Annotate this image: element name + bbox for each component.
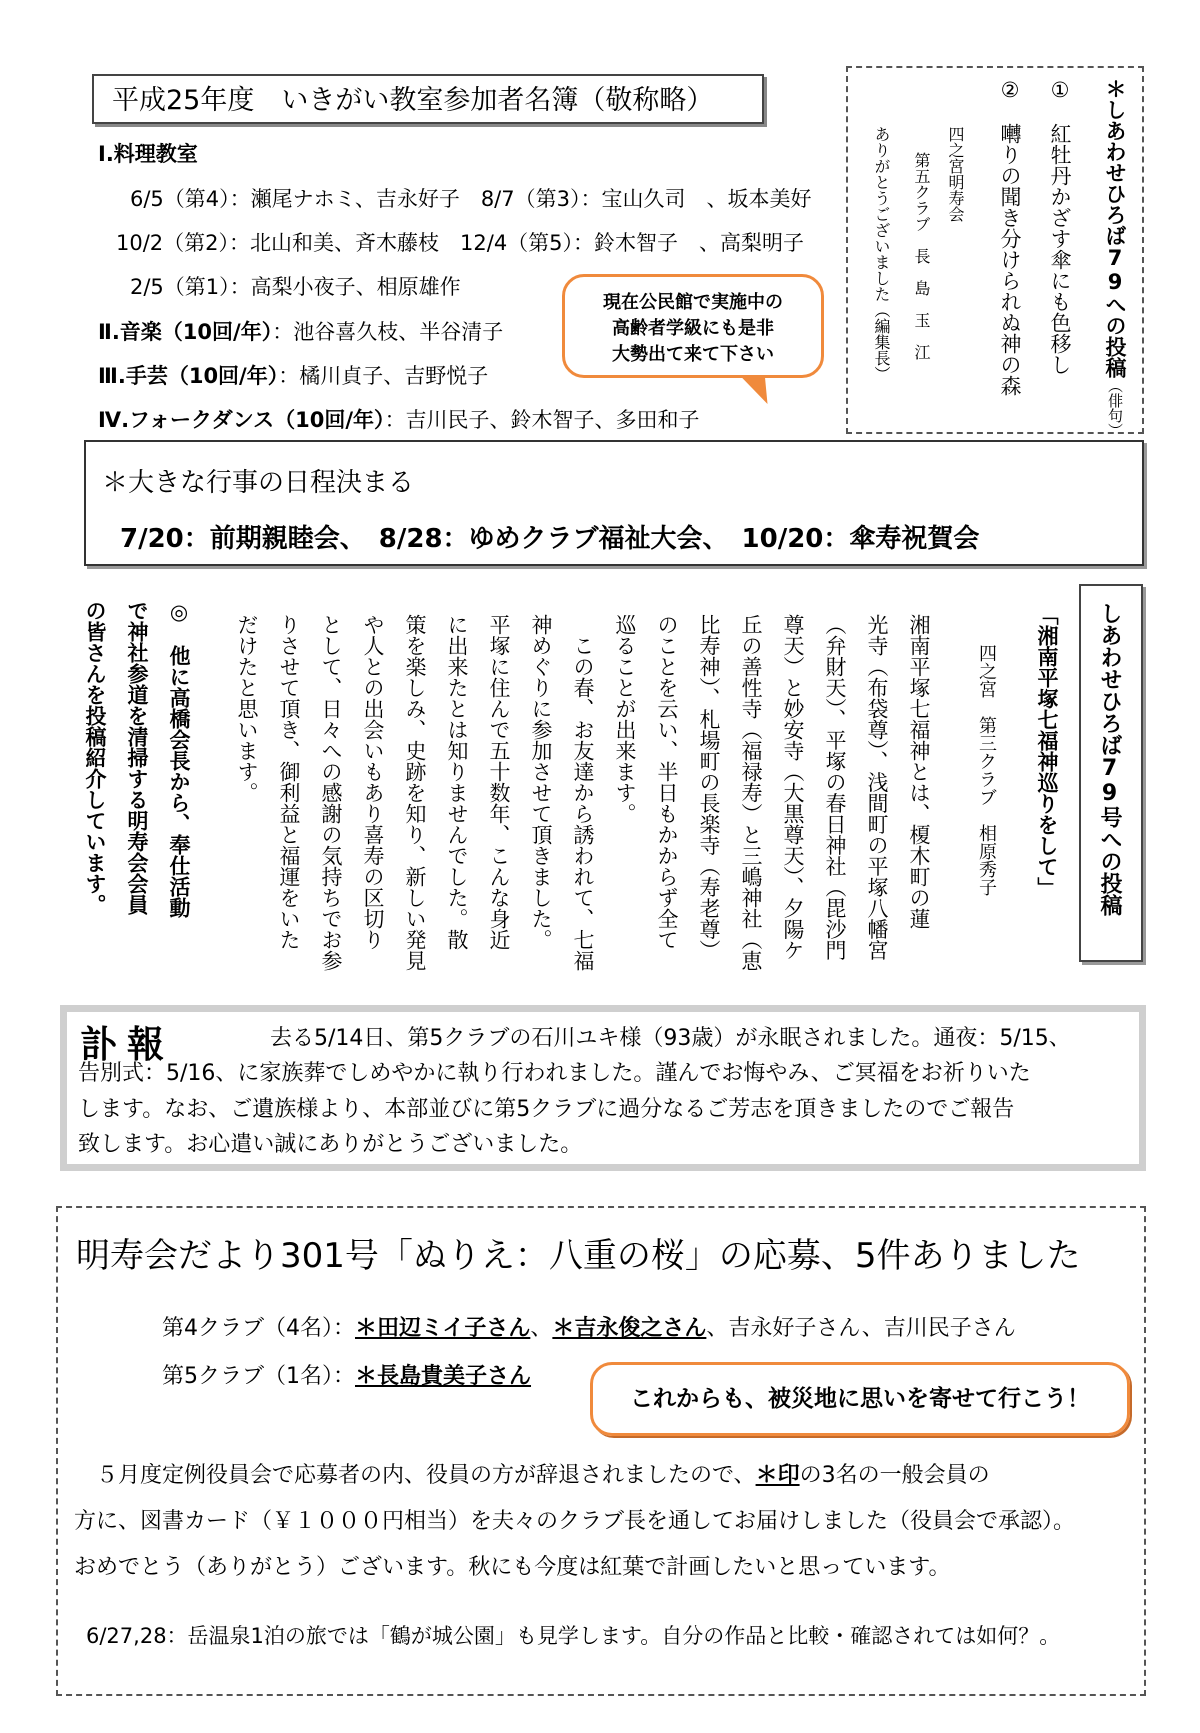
winner-name: ＊長島貴美子さん (355, 1364, 532, 1389)
essay-column: 神めぐりに参加させて頂きました。 (529, 614, 553, 950)
contest-paragraph-1 (96, 1458, 990, 1489)
club4-other-names: 、吉永好子さん、吉川民子さん (706, 1316, 1016, 1341)
haiku-title (1100, 78, 1130, 438)
para1-end: の3名の一般会員の (799, 1463, 990, 1488)
essay-column: 光寺（布袋尊）、浅間町の平塚八幡宮 (865, 614, 889, 961)
cooking-line-2: 10/2（第2）：北山和美、斉木藤枝 12/4（第5）：鈴木智子 、高梨明子 (116, 231, 805, 255)
essay-column: 丘の善性寺（福禄寿）と三嶋神社（恵 (739, 614, 763, 971)
haiku-poem-1: ① 紅牡丹かざす傘にも色移し (1048, 78, 1072, 375)
haiku-author-club: 四之宮明寿会 (946, 126, 965, 222)
crafts-class-names: ：橘川貞子、吉野悦子 (278, 364, 489, 388)
essay-note-line: ◎ 他に高橋会長から、奉仕活動 (167, 600, 191, 918)
roster-title: 平成25年度 いきがい教室参加者名簿（敬称略） (92, 74, 764, 124)
callout-line-3: 大勢出て来て下さい (612, 344, 774, 365)
essay-column: 巡ることが出来ます。 (613, 614, 637, 824)
events-schedule: 7/20：前期親睦会、 8/28：ゆめクラブ福祉大会、 10/20：傘寿祝賀会 (120, 524, 980, 554)
essay-column: に出来たとは知りませんでした。散 (445, 614, 469, 950)
essay-author: 四之宮 第三クラブ 相原秀子 (976, 644, 997, 896)
haiku-poem-2: ② 囀りの聞き分けられぬ神の森 (998, 78, 1022, 396)
essay-column: （弁財天）、平塚の春日神社（毘沙門 (823, 614, 847, 961)
cooking-class-heading: Ⅰ.料理教室 (98, 142, 198, 166)
winner-name: ＊吉永俊之さん (552, 1316, 707, 1341)
music-class-label: Ⅱ.音楽（10回/年） (98, 320, 273, 344)
club5-line (162, 1359, 531, 1390)
essay-column: として、日々への感謝の気持ちでお参 (319, 614, 343, 971)
essay-box-title: しあわせひろば79号への投稿 (1097, 602, 1122, 916)
essay-column: 策を楽しみ、史跡を知り、新しい発見 (403, 614, 427, 971)
name-separator: 、 (530, 1316, 553, 1341)
contest-paragraph-2: 方に、図書カード（￥１０００円相当）を夫々のクラブ長を通してお届けしました（役員会で承認）。 (74, 1509, 1076, 1534)
essay-column: 平塚に住んで五十数年、こんな身近 (487, 614, 511, 950)
club5-label: 第5クラブ（1名）： (162, 1364, 355, 1389)
club4-line (162, 1311, 1016, 1342)
cooking-line-3: 2/5（第1）：高梨小夜子、相原雄作 (130, 275, 461, 299)
obituary-line: します。なお、ご遺族様より、本部並びに第5クラブに過分なるご芳志を頂きましたのでご報告 (78, 1097, 1015, 1122)
essay-column: 湘南平塚七福神とは、榎木町の蓮 (907, 614, 931, 929)
essay-column: りさせて頂き、御利益と福運をいた (277, 614, 301, 950)
crafts-class-line (98, 360, 488, 390)
trip-notice: 6/27,28：岳温泉1泊の旅では「鶴が城公園」も見学します。自分の作品と比較・確認されては如何？。 (86, 1624, 1061, 1648)
essay-column: 尊天）と妙安寺（大黒尊天）、夕陽ケ (781, 614, 805, 961)
events-title: ＊大きな行事の日程決まる (102, 468, 415, 498)
obituary-heading: 訃報 (80, 1023, 174, 1066)
essay-title: 「湘南平塚七福神巡りをして」 (1035, 604, 1059, 898)
music-class-names: ：池谷喜久枝、半谷清子 (272, 320, 504, 344)
folkdance-class-names: ：吉川民子、鈴木智子、多田和子 (384, 408, 700, 432)
para1-start: ５月度定例役員会で応募者の内、役員の方が辞退されましたので、 (96, 1463, 756, 1488)
essay-column: のことを云い、半日もかからず全て (655, 614, 679, 950)
asterisk-mark: ＊印 (755, 1463, 800, 1488)
crafts-class-label: Ⅲ.手芸（10回/年） (98, 364, 279, 388)
essay-column: 比寿神）、札場町の長楽寺（寿老尊） (697, 614, 721, 961)
essay-note-line: で神社参道を清掃する明寿会会員 (125, 600, 149, 915)
essay-note-line: の皆さんを投稿紹介しています。 (83, 600, 107, 915)
callout-line-2: 高齢者学級にも是非 (612, 318, 774, 339)
folkdance-class-line (98, 404, 700, 434)
obituary-lead: 去る5/14日、第5クラブの石川ユキ様（93歳）が永眠されました。通夜：5/15、 (270, 1026, 1071, 1051)
essay-column: や人との出会いもあり喜寿の区切り (361, 614, 385, 950)
winner-name: ＊田辺ミイ子さん (355, 1316, 531, 1341)
haiku-thanks: ありがとうございました（編集長） (872, 126, 891, 382)
haiku-title-text: ＊しあわせひろば79への投稿 (1103, 78, 1127, 378)
club4-label: 第4クラブ（4名）： (162, 1316, 355, 1341)
obituary-line: 致します。お心遣い誠にありがとうございました。 (78, 1132, 583, 1157)
callout-line-1: 現在公民館で実施中の (603, 292, 783, 313)
haiku-author: 第五クラブ 長 島 玉 江 (912, 152, 931, 360)
haiku-title-note: （俳句） (1106, 378, 1124, 438)
senior-class-callout (562, 274, 824, 378)
folkdance-class-label: Ⅳ.フォークダンス（10回/年） (98, 408, 385, 432)
obituary-line: 告別式：5/16、に家族葬でしめやかに執り行われました。謹んでお悔やみ、ご冥福をお祈りいた (78, 1061, 1031, 1086)
contest-paragraph-3: おめでとう（ありがとう）ございます。秋にも今度は紅葉で計画したいと思っています。 (74, 1555, 951, 1580)
contest-title: 明寿会だより301号「ぬりえ：八重の桜」の応募、5件ありました (76, 1236, 1081, 1276)
disaster-support-slogan: これからも、被災地に思いを寄せて行こう！ (590, 1362, 1130, 1436)
cooking-line-1: 6/5（第4）：瀬尾ナホミ、吉永好子 8/7（第3）：宝山久司 、坂本美好 (130, 187, 812, 211)
music-class-line (98, 316, 503, 346)
essay-column: この春、お友達から誘われて、七福 (571, 614, 595, 971)
essay-column: だけたと思います。 (235, 614, 259, 803)
